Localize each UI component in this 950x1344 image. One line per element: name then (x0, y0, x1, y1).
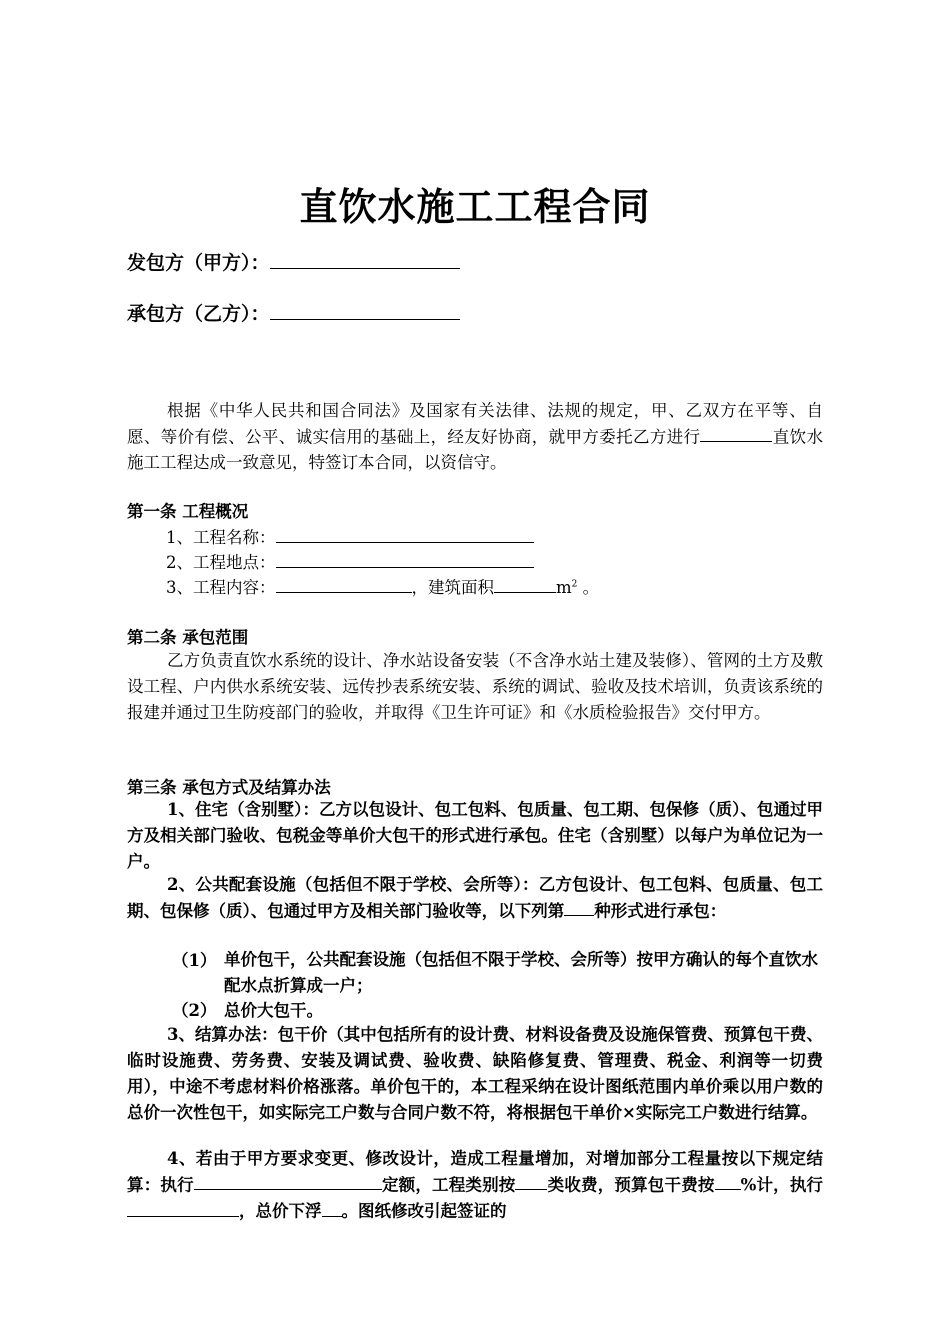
article-3-clause-1: 1、住宅（含别墅）：乙方以包设计、包工包料、包质量、包工期、包保修（质）、包通过甲方及相关部门验收、包税金等单价大包干的形式进行承包。住宅（含别墅）以每户为单位记为一户。 (127, 800, 823, 871)
option-1-text: 单价包干，公共配套设施（包括但不限于学校、会所等）按甲方确认的每个直饮水配水点折算成一户； (224, 950, 818, 995)
project-name-blank[interactable] (700, 424, 772, 442)
intro-text-2: 直饮水施工工程达成一致意见，特签订本合同，以资信守。 (127, 427, 824, 473)
article-3-heading: 第三条 承包方式及结算办法 (127, 778, 331, 797)
category-blank[interactable] (515, 1172, 547, 1190)
clause-4-text-2: 定额，工程类别按 (381, 1175, 516, 1195)
party-a-line (127, 248, 460, 275)
option-1 (172, 947, 823, 995)
option-2-number: （2） (172, 1001, 217, 1020)
area-unit: m (556, 578, 572, 597)
item-3-label: 3、工程内容： (166, 578, 276, 597)
party-b-label: 承包方（乙方）： (127, 303, 270, 325)
option-number-blank[interactable] (564, 898, 594, 916)
clause-4-text-5: ，总价下浮 (239, 1201, 322, 1221)
intro-text-1: 根据《中华人民共和国合同法》及国家有关法律、法规的规定，甲、乙双方在平等、自愿、等价有偿、公平、诚实信用的基础上，经友好协商，就甲方委托乙方进行 (127, 401, 823, 447)
intro-paragraph (127, 398, 823, 476)
clause-4-text-1: 4、若由于甲方要求变更、修改设计，造成工程量增加，对增加部分工程量按以下规定结算：执行 (127, 1149, 823, 1195)
area-field[interactable] (494, 575, 556, 593)
clause-2-text-1: 2、公共配套设施（包括但不限于学校、会所等）：乙方包设计、包工包料、包质量、包工期、包保修（质）、包通过甲方及相关部门验收等，以下列第 (127, 875, 823, 921)
article-2-body: 乙方负责直饮水系统的设计、净水站设备安装（不含净水站土建及装修）、管网的土方及敷设工程、户内供水系统安装、远传抄表系统安装、系统的调试、验收及技术培训，负责该系统的报建并通过卫生防疫部门的验收，并取得《卫生许可证》和《水质检验报告》交付甲方。 (127, 651, 823, 722)
clause-2-text-2: 种形式进行承包： (594, 901, 727, 921)
option-1-number: （1） (172, 951, 217, 970)
clause-4-text-4: %计，执行 (740, 1175, 824, 1195)
area-unit-superscript: 2 (571, 579, 578, 590)
clause-4-text-3: 类收费，预算包干费按 (547, 1175, 715, 1195)
project-name-field[interactable] (276, 525, 534, 543)
party-b-blank[interactable] (270, 299, 460, 320)
article-3-clause-4 (127, 1146, 823, 1225)
project-location-field[interactable] (276, 550, 534, 568)
party-b-line (127, 299, 460, 326)
article-2-heading: 第二条 承包范围 (127, 628, 249, 647)
discount-blank[interactable] (322, 1198, 342, 1216)
standard-blank[interactable] (127, 1198, 239, 1216)
item-3-end: 。 (577, 578, 600, 597)
clause-4-text-6: 。图纸修改引起签证的 (341, 1201, 507, 1221)
article-1-heading: 第一条 工程概况 (127, 502, 249, 521)
item-2-label: 2、工程地点： (166, 553, 276, 572)
item-1-label: 1、工程名称： (166, 528, 276, 547)
article-1-item-2 (166, 549, 534, 573)
option-2-text: 总价大包干。 (224, 1001, 323, 1020)
article-3-clause-3: 3、结算办法：包干价（其中包括所有的设计费、材料设备费及设施保管费、预算包干费、临时设施费、劳务费、安装及调试费、验收费、缺陷修复费、管理费、税金、利润等一切费用），中途不考虑材料价格涨落。单价包干的，本工程采纳在设计图纸范围内单价乘以用户数的总价一次性包干，如实际完工户数与合同户数不符，将根据包干单价×实际完工户数进行结算。 (127, 1025, 823, 1122)
option-2 (172, 997, 323, 1021)
area-label: ，建筑面积 (411, 578, 494, 597)
party-a-label: 发包方（甲方）： (127, 252, 270, 274)
project-content-field[interactable] (276, 575, 412, 593)
document-title: 直饮水施工工程合同 (299, 184, 651, 229)
article-1-item-1 (166, 524, 534, 548)
percent-blank[interactable] (715, 1172, 741, 1190)
article-1-item-3 (166, 574, 599, 598)
article-3-clause-2 (127, 872, 823, 924)
quota-blank[interactable] (194, 1172, 382, 1190)
party-a-blank[interactable] (270, 248, 460, 269)
